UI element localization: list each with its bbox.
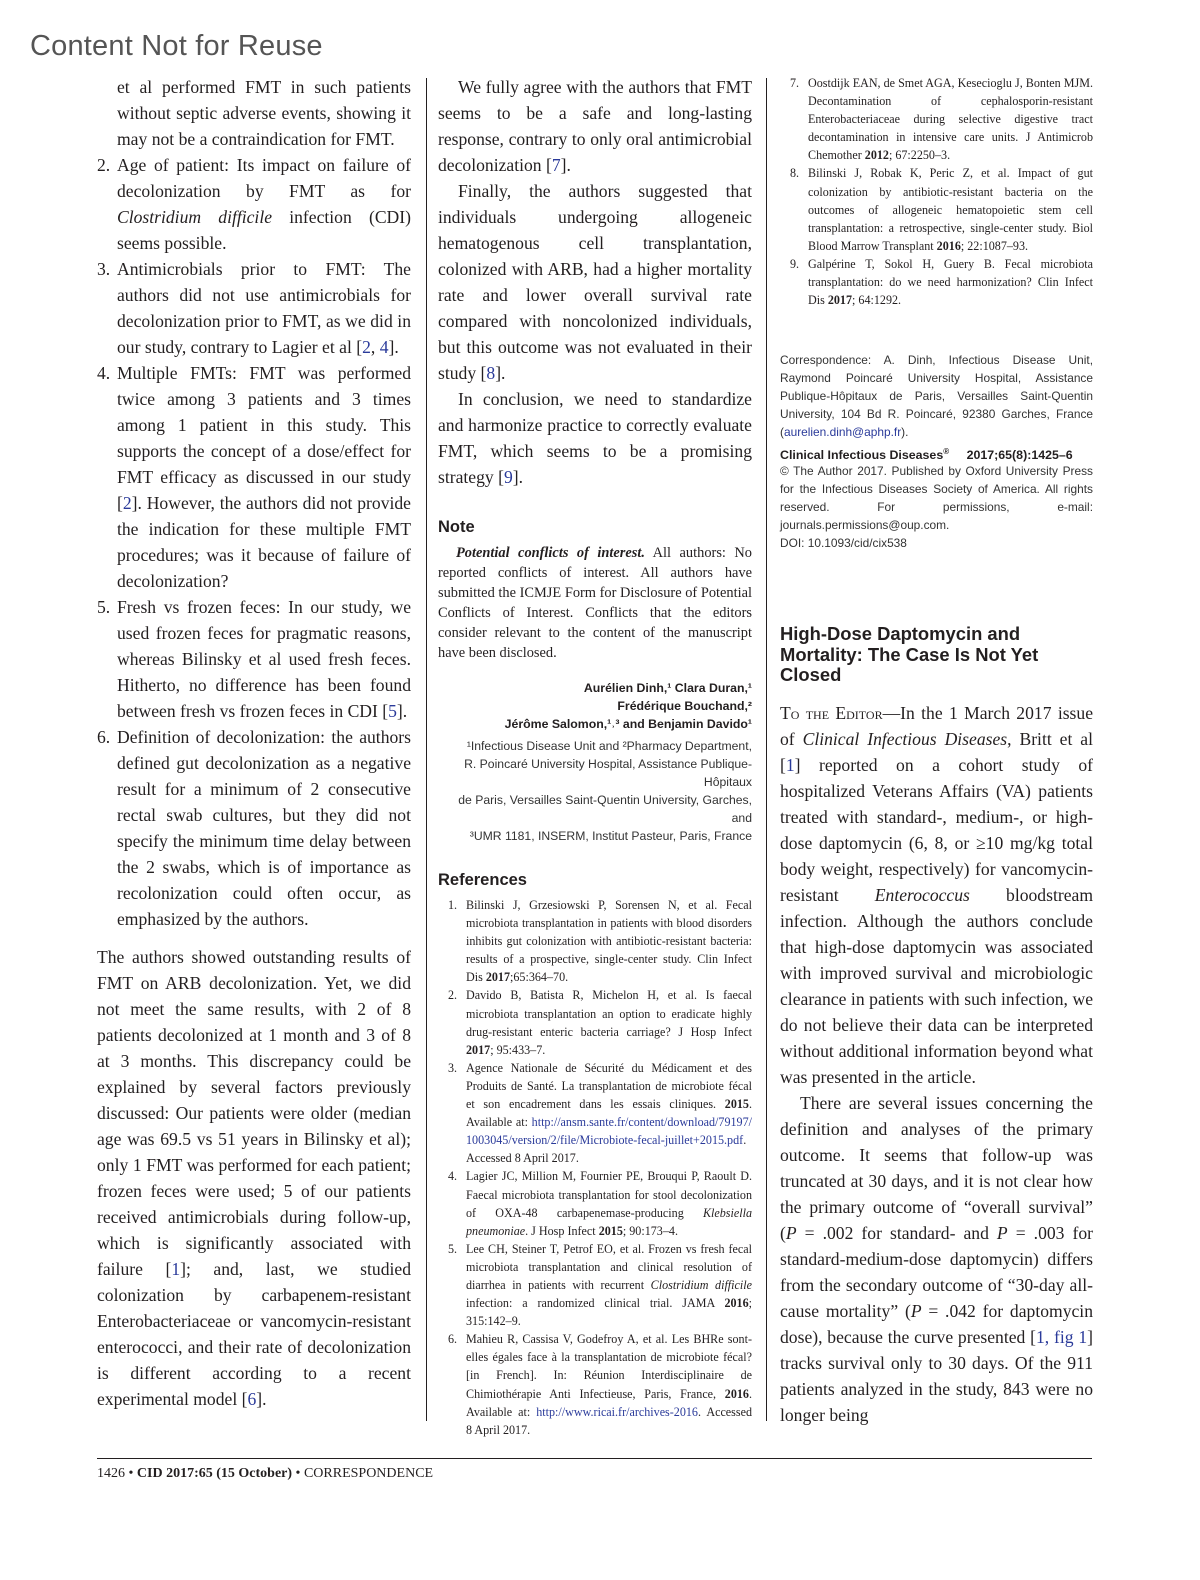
footer-rule — [97, 1458, 1092, 1459]
affiliations: ¹Infectious Disease Unit and ²Pharmacy Department, R. Poincaré University Hospital, Assistance Publique-Hôpitaux de Paris, Versailles Saint-Quentin University, Garches, and ³UMR 1181, INSERM, Institut Pasteur, Paris, France — [458, 739, 752, 843]
reference-item: 6. Mahieu R, Cassisa V, Godefroy A, et al. Les BHRe sont-elles égales face à la transplantation de microbiote fécal?[in French]. In: Réunion Interdisciplinaire de Chimiothérapie Anti Infectieuse, Paris, France, 2016. Available at: http://www.ricai.fr/archives-2016. Accessed 8 April 2017. — [448, 1332, 753, 1437]
reference-item: 5. Lee CH, Steiner T, Petrof EO, et al. Frozen vs fresh fecal microbiota transplantation and clinical resolution of diarrhea in patients with recurrent Clostridium difficile infection: a randomized clinical trial. JAMA 2016; 315:142–9. — [448, 1241, 752, 1329]
paragraph: In conclusion, we need to standardize and harmonize practice to correctly evaluate FMT, which seems to be a promising strategy [9]. — [438, 389, 752, 487]
section-name: CORRESPONDENCE — [303, 1466, 434, 1481]
paragraph: Finally, the authors suggested that individuals undergoing allogeneic hematogenous cell transplantation, colonized with ARB, had a higher mortality rate and lower overall survival rate compared with noncolonized individuals, but this outcome was not evaluated in their study [8]. — [438, 181, 752, 383]
email-link[interactable]: aurelien.dinh@aphp.fr — [783, 425, 902, 440]
note-heading: Note — [438, 518, 475, 536]
reference-list — [438, 896, 752, 1439]
reference-url-link[interactable]: http://ansm.sante.fr/content/download/79197/1003045/version/2/file/Microbiote-fecal-juillet+2015.pdf — [466, 1115, 752, 1148]
conflicts-note: Potential conflicts of interest. All authors: No reported conflicts of interest. All authors have submitted the ICMJE Form for Disclosure of Potential Conflicts of Interest. Conflicts that the editors consider relevant to the content of the manuscript have been disclosed. — [438, 545, 752, 661]
citation-link[interactable]: 2 — [122, 493, 132, 513]
journal-issue: CID 2017:65 (15 October) — [136, 1466, 293, 1481]
correspondence-block: Correspondence: A. Dinh, Infectious Disease Unit, Raymond Poincaré University Hospital, Assistance Publique-Hôpitaux de Paris, Versailles Saint-Quentin University, 104 Bd R. Poincaré, 92380 Garches, France (aurelien.dinh@aphp.fr). — [780, 353, 1093, 440]
author-list: Aurélien Dinh,¹ Clara Duran,¹ Frédérique Bouchand,² Jérôme Salomon,¹˒³ and Benjamin Davido¹ — [504, 681, 752, 731]
citation-link[interactable]: 7 — [551, 155, 561, 175]
list-item: 4. Multiple FMTs: FMT was performed twice among 3 patients and 3 times among 1 patient in this study. This supports the concept of a dose/effect for FMT efficacy as discussed in our study [2]. However, the authors did not provide the indication for these multiple FMT procedures; was it because of failure of decolonization? — [97, 363, 411, 591]
reference-list — [780, 74, 1093, 309]
page-number: 1426 — [97, 1466, 125, 1481]
citation-link[interactable]: 2 — [362, 337, 371, 357]
numbered-list — [97, 152, 411, 932]
reference-url-link[interactable]: http://www.ricai.fr/archives-2016 — [536, 1404, 698, 1419]
doi: DOI: 10.1093/cid/cix538 — [780, 536, 907, 551]
list-item: 5. Fresh vs frozen feces: In our study, we used frozen feces for pragmatic reasons, whereas Bilinsky et al used fresh feces. Hitherto, no difference has been found between fresh vs frozen feces in CDI [5]. — [97, 597, 411, 721]
reference-item: 1. Bilinski J, Grzesiowski P, Sorensen N, et al. Fecal microbiota transplantation in patients with blood disorders inhibits gut colonization with antibiotic-resistant bacteria: results of a prospective, single-center study. Clin Infect Dis 2017;65:364–70. — [448, 898, 752, 985]
paragraph: et al performed FMT in such patients without septic adverse events, showing it may not be a contraindication for FMT. — [117, 77, 411, 149]
paragraph: To the Editor—In the 1 March 2017 issue of Clinical Infectious Diseases, Britt et al [1] reported on a cohort study of hospitalized Veterans Affairs (VA) patients treated with standard-, medium-, or high-dose daptomycin (6, 8, or ≥10 mg/kg total body weight, respectively) for vancomycin-resistant Enterococcus bloodstream infection. Although the authors conclude that high-dose daptomycin was associated with improved survival and microbiologic clearance in patients with such infection, we do not believe their data can be interpreted without additional information beyond what was presented in the article. — [780, 702, 1094, 1087]
list-item: 6. Definition of decolonization: the authors defined gut decolonization as a negative result for a minimum of 2 consecutive rectal swab cultures, but they did not specify the minimum time delay between the 2 swabs, which is of importance as recolonization could often occur, as emphasized by the authors. — [97, 727, 411, 929]
citation-link[interactable]: 9 — [503, 467, 513, 487]
reference-item: 3. Agence Nationale de Sécurité du Médicament et des Produits de Santé. La transplantation de microbiote fécal et son encadrement dans les essais cliniques. 2015. Available at: http://ansm.sante.fr/content/download/79197/1003045/version/2/file/Microbiote-fecal-juillet+2015.pdf. Accessed 8 April 2017. — [448, 1060, 752, 1166]
references-heading: References — [438, 871, 527, 889]
list-item: 2. Age of patient: Its impact on failure of decolonization by FMT as for Clostridium difficile infection (CDI) seems possible. — [97, 155, 411, 253]
copyright-notice: © The Author 2017. Published by Oxford University Press for the Infectious Diseases Society of America. All rights reserved. For permissions, e-mail: journals.permissions@oup.com. — [780, 464, 1093, 533]
column-divider — [426, 78, 427, 1421]
citation-link[interactable]: 1 — [785, 754, 795, 775]
citation-link[interactable]: 8 — [486, 363, 496, 383]
column-3 — [780, 74, 1093, 1428]
journal-citation: Clinical Infectious Diseases® 2017;65(8):1425–6 — [780, 447, 1073, 463]
citation-link[interactable]: 6 — [247, 1389, 257, 1409]
watermark: Content Not for Reuse — [30, 30, 323, 62]
citation-link[interactable]: 5 — [388, 701, 397, 721]
article-title: High-Dose Daptomycin and Mortality: The Case Is Not Yet Closed — [780, 623, 1039, 686]
paragraph: The authors showed outstanding results of FMT on ARB decolonization. Yet, we did not meet the same results, with 2 of 8 patients decolonized at 1 month and 3 of 8 at 3 months. This discrepancy could be explained by several factors previously discussed: Our patients were older (median age was 69.5 vs 51 years in Bilinsky et al); only 1 FMT was performed for each patient; frozen feces were used; 5 of our patients received antimicrobials during follow-up, which is significantly associated with failure [1]; and, last, we studied colonization by carbapenem-resistant Enterobacteriaceae or vancomycin-resistant enterococci, and their rate of decolonization is different according to a recent experimental model [6]. — [97, 947, 411, 1409]
list-item: 3. Antimicrobials prior to FMT: The authors did not use antimicrobials for decolonization prior to FMT, as we did in our study, contrary to Lagier et al [2, 4]. — [97, 259, 411, 357]
citation-link[interactable]: 1 — [171, 1259, 181, 1279]
citation-link[interactable]: 4 — [379, 337, 389, 357]
citation-link[interactable]: 1 — [1036, 1326, 1045, 1347]
column-divider — [766, 78, 767, 1421]
page-footer: 1426 • CID 2017:65 (15 October) • CORRESPONDENCE — [97, 1466, 434, 1481]
paragraph: We fully agree with the authors that FMT seems to be a safe and long-lasting response, contrary to only oral antimicrobial decolonization [7]. — [438, 77, 752, 175]
reference-item: 9. Galpérine T, Sokol H, Guery B. Fecal microbiota transplantation: do we need harmonization? Clin Infect Dis 2017; 64:1292. — [790, 256, 1093, 308]
column-2 — [438, 74, 752, 1439]
reference-item: 7. Oostdijk EAN, de Smet AGA, Kesecioglu J, Bonten MJM. Decontamination of cephalosporin-resistant Enterobacteriaceae during selective digestive tract decontamination in intensive care units. J Antimicrob Chemother 2012; 67:2250–3. — [790, 76, 1093, 163]
reference-item: 8. Bilinski J, Robak K, Peric Z, et al. Impact of gut colonization by antibiotic-resistant bacteria on the outcomes of allogeneic hematopoietic stem cell transplantation: a retrospective, single-center study. Biol Blood Marrow Transplant 2016; 22:1087–93. — [790, 166, 1093, 253]
reference-item: 2. Davido B, Batista R, Michelon H, et al. Is faecal microbiota transplantation an option to eradicate highly drug-resistant enteric bacteria carriage? J Hosp Infect 2017; 95:433–7. — [448, 988, 752, 1057]
reference-item: 4. Lagier JC, Million M, Fournier PE, Brouqui P, Raoult D. Faecal microbiota transplantation for stool decolonization of OXA-48 carbapenemase-producing Klebsiella pneumoniae. J Hosp Infect 2015; 90:173–4. — [448, 1169, 752, 1238]
figure-link[interactable]: , fig 1 — [1044, 1326, 1088, 1347]
column-1 — [97, 74, 411, 1412]
paragraph: There are several issues concerning the definition and analyses of the primary outcome. It seems that follow-up was truncated at 30 days, and it is not clear how the primary outcome of “overall survival” (P = .002 for standard- and P = .003 for standard-medium-dose daptomycin) differs from the secondary outcome of “30-day all-cause mortality” (P = .042 for daptomycin dose), because the curve presented [1, fig 1] tracks survival only to 30 days. Of the 911 patients analyzed in the study, 843 were no longer being — [780, 1092, 1094, 1425]
